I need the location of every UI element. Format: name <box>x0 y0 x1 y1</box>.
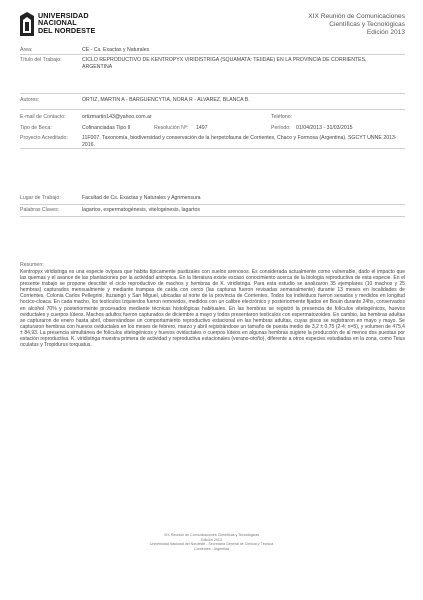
university-logo <box>20 12 95 36</box>
title-label: Título del Trabajo: <box>20 57 62 63</box>
divider <box>20 109 405 110</box>
divider <box>20 148 405 149</box>
area-value: CE - Cs. Exactas y Naturales <box>82 47 150 53</box>
period-label: Período: <box>271 125 291 131</box>
workplace-label: Lugar de Trabajo: <box>20 195 61 201</box>
conference-line-3: Edición 2013 <box>366 29 405 37</box>
university-name <box>38 12 95 34</box>
scholarship-type-label: Tipo de Beca: <box>20 125 52 131</box>
divider <box>20 93 405 94</box>
project-value: 11F007. Taxonomía, biodiversidad y conservación de la herpetofauna de Corrientes, Chaco y Formosa (Argentina). SGCYT UNNE 2013-2016. <box>82 135 397 148</box>
abstract-label: Resumen: <box>20 262 44 268</box>
scholarship-type-value: Cofinanciadas Tipo II <box>82 125 131 131</box>
authors-label: Autores: <box>20 97 40 103</box>
email-value: ortizmartin143@yahoo.com.ar <box>82 114 152 120</box>
university-emblem-icon <box>20 12 34 36</box>
university-name-line-1: UNIVERSIDAD <box>38 11 89 20</box>
footer-line-4: Corrientes - Argentina <box>194 546 229 551</box>
document-header <box>20 12 405 40</box>
project-label: Proyecto Acreditado: <box>20 135 68 141</box>
authors-value: ORTIZ, MARTIN A - BARGUENCYTIA, NORA R - ALVAREZ, BLANCA B. <box>82 97 250 103</box>
area-label: Área: <box>20 47 33 53</box>
phone-label: Teléfono: <box>271 114 293 120</box>
conference-title <box>308 13 405 38</box>
abstract-text: Kentropyx viridistriga es una especie ovípara que habita típicamente pastizales con suelos arenosos. Es considerada actualmente como vulnerable, dado el impacto que las quemas y el avance de las plantaciones por la actividad antrópica. En la literatura existe escaso conocimiento acerca de la biología reproductiva de esta especie. En el presente trabajo se propone describir el ciclo reproductivo de machos y hembras de K. viridistriga. Para esta estudio se analizaron 35 ejemplares (10 machos y 25 hembras) capturados mensualmente y mediante trampas de caída con cerco (las capturas fueron revisadas semanalmente) durante 13 meses en localidades de Corrientes, Colonia Carlos Pellegrini, Ituzaingó y San Miguel, ubicadas al norte de la provincia de Corrientes. Todos los individuos fueron sexados y medidos en longitud hocico-cloaca. En cada macho, los testículos izquierdos fueron removidos, medidos con un calibre electrónico y posteriormente fijados en Bouin durante 24hs, conservados en alcohol 70% y posteriormente procesados mediante técnicas histológicas habituales. En las hembras se registró la presencia de folículos vitelogénicos, huevos oviductales y cuerpos lúteos. Machos adultos fueron capturados de diciembre a mayo y todos presentaron testículos con espermatozoides. En cambio, las hembras adultas se capturaron de enero hasta abril, observándose un comportamiento reproductivo estacional en las hembras adultas, cuyas pisos se registraron en mayo y mayo. Se capturaron hembras con huevos oviductales en los meses de febrero, marzo y abril registrándose un tamaño de puesta medio de 3,2 ± 0,75 (2-4; n=5), y volumen de 475,4 ± 84,93. La presencia simultánea de folículos vitelogénicos y huevos oviductales o cuerpos lúteos en algunas hembras sugiere la producción de al menos dos puestas por estación reproductiva. K. viridistriga muestra primera de actividad y reproductiva estacionales (verano-otoño), diferente a otros especies estudiadas en la zona, como Teius oculatus y Tropidurus torquatus. <box>20 269 405 349</box>
workplace-value: Facultad de Cs. Exactas y Naturales y Agrimensura <box>82 195 201 201</box>
conference-line-2: Científicas y Tecnológicas <box>329 21 405 29</box>
document-footer <box>0 533 423 551</box>
resolution-label: Resolución Nº: <box>154 125 189 131</box>
footer-line-1: XIX Reunión de Comunicaciones Científicas y Tecnológicas <box>163 533 260 537</box>
divider <box>20 216 405 217</box>
conference-line-1: XIX Reunión de Comunicaciones <box>308 13 405 20</box>
divider <box>20 54 405 55</box>
title-value: CICLO REPRODUCTIVO DE KENTROPYX VIRIDISTRIGA (SQUAMATA: TEIIDAE) EN LA PROVINCIA DE CORRIENTES, ARGENTINA <box>82 57 367 70</box>
keywords-value: lagartos, espermatogénesis, vitelogénesis, lagartos <box>82 207 200 213</box>
keywords-label: Palabras Claves: <box>20 207 60 213</box>
period-value: 01/04/2013 - 31/03/2015 <box>296 125 353 131</box>
footer-line-2: Edición 2013 <box>201 537 222 542</box>
university-name-line-2: NACIONAL <box>38 18 77 28</box>
divider <box>20 204 405 205</box>
footer-line-3: Universidad Nacional del Nordeste - Secretaría General de Ciencia y Técnica <box>149 542 274 547</box>
email-label: E-mail de Contacto: <box>20 114 66 120</box>
resolution-value: 1497 <box>196 125 208 131</box>
university-name-line-3: DEL NORDESTE <box>38 25 96 35</box>
